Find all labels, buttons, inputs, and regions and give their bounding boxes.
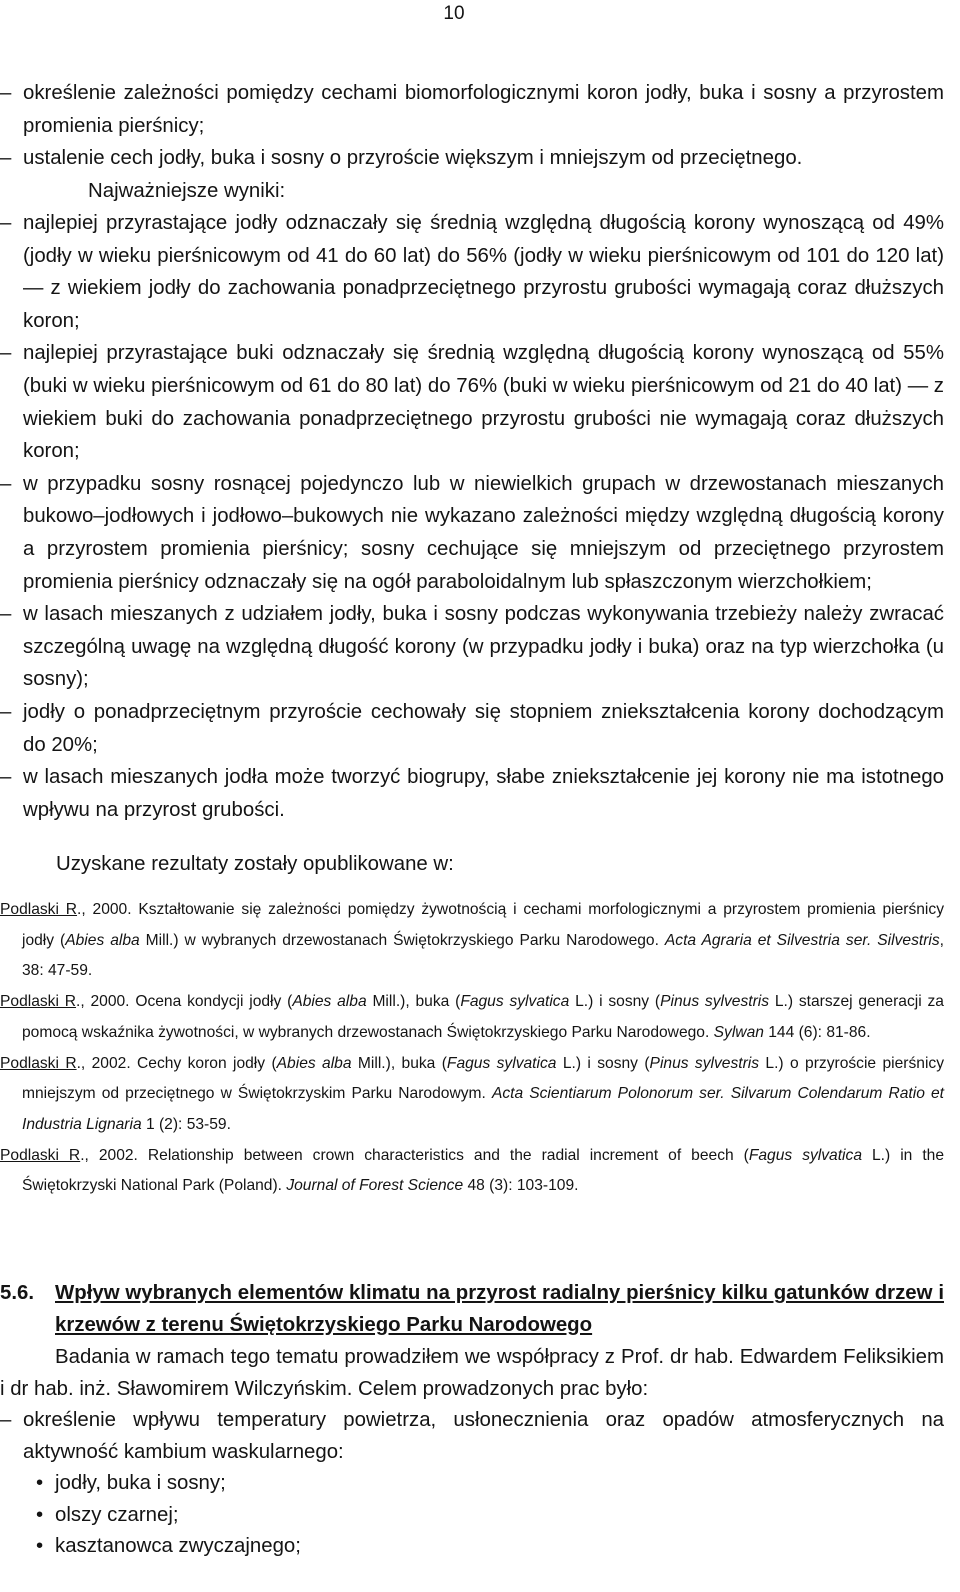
section-paragraph: Badania w ramach tego tematu prowadziłem we współpracy z Prof. dr hab. Edwardem Feliksikiem i dr hab. inż. Sławomirem Wilczyńskim. Celem prowadzonych prac było: — [0, 1346, 944, 1400]
goals-list — [0, 77, 944, 175]
section-title — [0, 1278, 944, 1341]
species-item: • olszy czarnej; — [0, 1500, 944, 1532]
reference-item: Podlaski R., 2000. Ocena kondycji jodły (Abies alba Mill.), buka (Fagus sylvatica L.) i sosny (Pinus sylvestris L.) starszej generacji za pomocą wskaźnika żywotności, w wybranych drzewostanach Świętokrzyskiego Parku Narodowego. Sylwan 144 (6): 81-86. — [0, 993, 944, 1041]
goal-item: – ustalenie cech jodły, buka i sosny o przyroście większym i mniejszym od przeciętnego. — [0, 142, 944, 175]
results-heading: Najważniejsze wyniki: — [88, 180, 286, 202]
species-item: • jodły, buka i sosny; — [0, 1468, 944, 1500]
page-number: 10 — [443, 3, 465, 24]
section-goal-item: – określenie wpływu temperatury powietrza, usłonecznienia oraz opadów atmosferycznych na aktywność kambium waskularnego: — [0, 1405, 944, 1468]
reference-author: Podlaski R — [0, 993, 77, 1010]
result-item: – najlepiej przyrastające jodły odznaczały się średnią względną długością korony wynoszącą od 49% (jodły w wieku pierśnicowym od 41 do 60 lat) do 56% (jodły w wieku pierśnicowym od 101 do 120 lat) — z wiekiem jodły do zachowania ponadprzeciętnego przyrostu grubości wymagają coraz dłuższych koron; — [0, 207, 944, 337]
result-item: – jodły o ponadprzeciętnym przyroście cechowały się stopniem zniekształcenia korony dochodzącym do 20%; — [0, 696, 944, 761]
section-title-text: Wpływ wybranych elementów klimatu na przyrost radialny pierśnicy kilku gatunków drzew i krzewów z terenu Świętokrzyskiego Parku Narodowego — [55, 1282, 944, 1336]
reference-author: Podlaski R — [0, 901, 78, 918]
section-goals — [0, 1405, 944, 1468]
reference-item: Podlaski R., 2002. Cechy koron jodły (Abies alba Mill.), buka (Fagus sylvatica L.) i sosny (Pinus sylvestris L.) o przyroście pierśnicy mniejszym od przeciętnego w Świętokrzyskim Parku Narodowym. Acta Scientiarum Polonorum ser. Silvarum Colendarum Ratio et Industria Lignaria 1 (2): 53-59. — [0, 1054, 945, 1133]
section-5-6 — [0, 1278, 944, 1563]
reference-author: Podlaski R — [0, 1054, 77, 1072]
goal-item: – określenie zależności pomiędzy cechami biomorfologicznymi koron jodły, buka i sosny a przyrostem promienia pierśnicy; — [0, 77, 944, 142]
reference-author: Podlaski R — [0, 1146, 81, 1164]
result-item: – w lasach mieszanych jodła może tworzyć biogrupy, słabe zniekształcenie jej korony nie ma istotnego wpływu na przyrost grubości. — [0, 761, 944, 826]
section-number: 5.6. — [0, 1282, 35, 1304]
results-list — [0, 207, 944, 826]
reference-item: Podlaski R., 2002. Relationship between crown characteristics and the radial increment of beech (Fagus sylvatica L.) in the Świętokrzyski National Park (Poland). Journal of Forest Science 48 (3): 103-109. — [0, 1146, 945, 1194]
result-item: – najlepiej przyrastające buki odznaczały się średnią względną długością korony wynoszącą od 55% (buki w wieku pierśnicowym od 61 do 80 lat) do 76% (buki w wieku pierśnicowym od 21 do 40 lat) — z wiekiem buki do zachowania ponadprzeciętnego przyrostu grubości nie wymagają coraz dłuższych koron; — [0, 337, 944, 467]
species-item: • kasztanowca zwyczajnego; — [0, 1531, 944, 1563]
reference-list — [0, 895, 944, 1202]
reference-item: Podlaski R., 2000. Kształtowanie się zależności pomiędzy żywotnością i cechami morfologicznymi a przyrostem promienia pierśnicy jodły (Abies alba Mill.) w wybranych drzewostanach Świętokrzyskiego Parku Narodowego. Acta Agraria et Silvestria ser. Silvestris, 38: 47-59. — [0, 901, 944, 979]
result-item: – w lasach mieszanych z udziałem jodły, buka i sosny podczas wykonywania trzebieży należy zwracać szczególną uwagę na względną długość korony (w przypadku jodły i buka) oraz na typ wierzchołka (u sosny); — [0, 598, 944, 696]
result-item: – w przypadku sosny rosnącej pojedynczo lub w niewielkich grupach w drzewostanach mieszanych bukowo–jodłowych i jodłowo–bukowych nie wykazano zależności między względną długością korony a przyrostem promienia pierśnicy; sosny cechujące się mniejszym od przeciętnego przyrostem promienia pierśnicy odznaczały się na ogół paraboloidalnym lub spłaszczonym wierzchołkiem; — [0, 468, 944, 598]
publications-intro: Uzyskane rezultaty zostały opublikowane w: — [56, 853, 454, 875]
species-list — [0, 1468, 944, 1563]
